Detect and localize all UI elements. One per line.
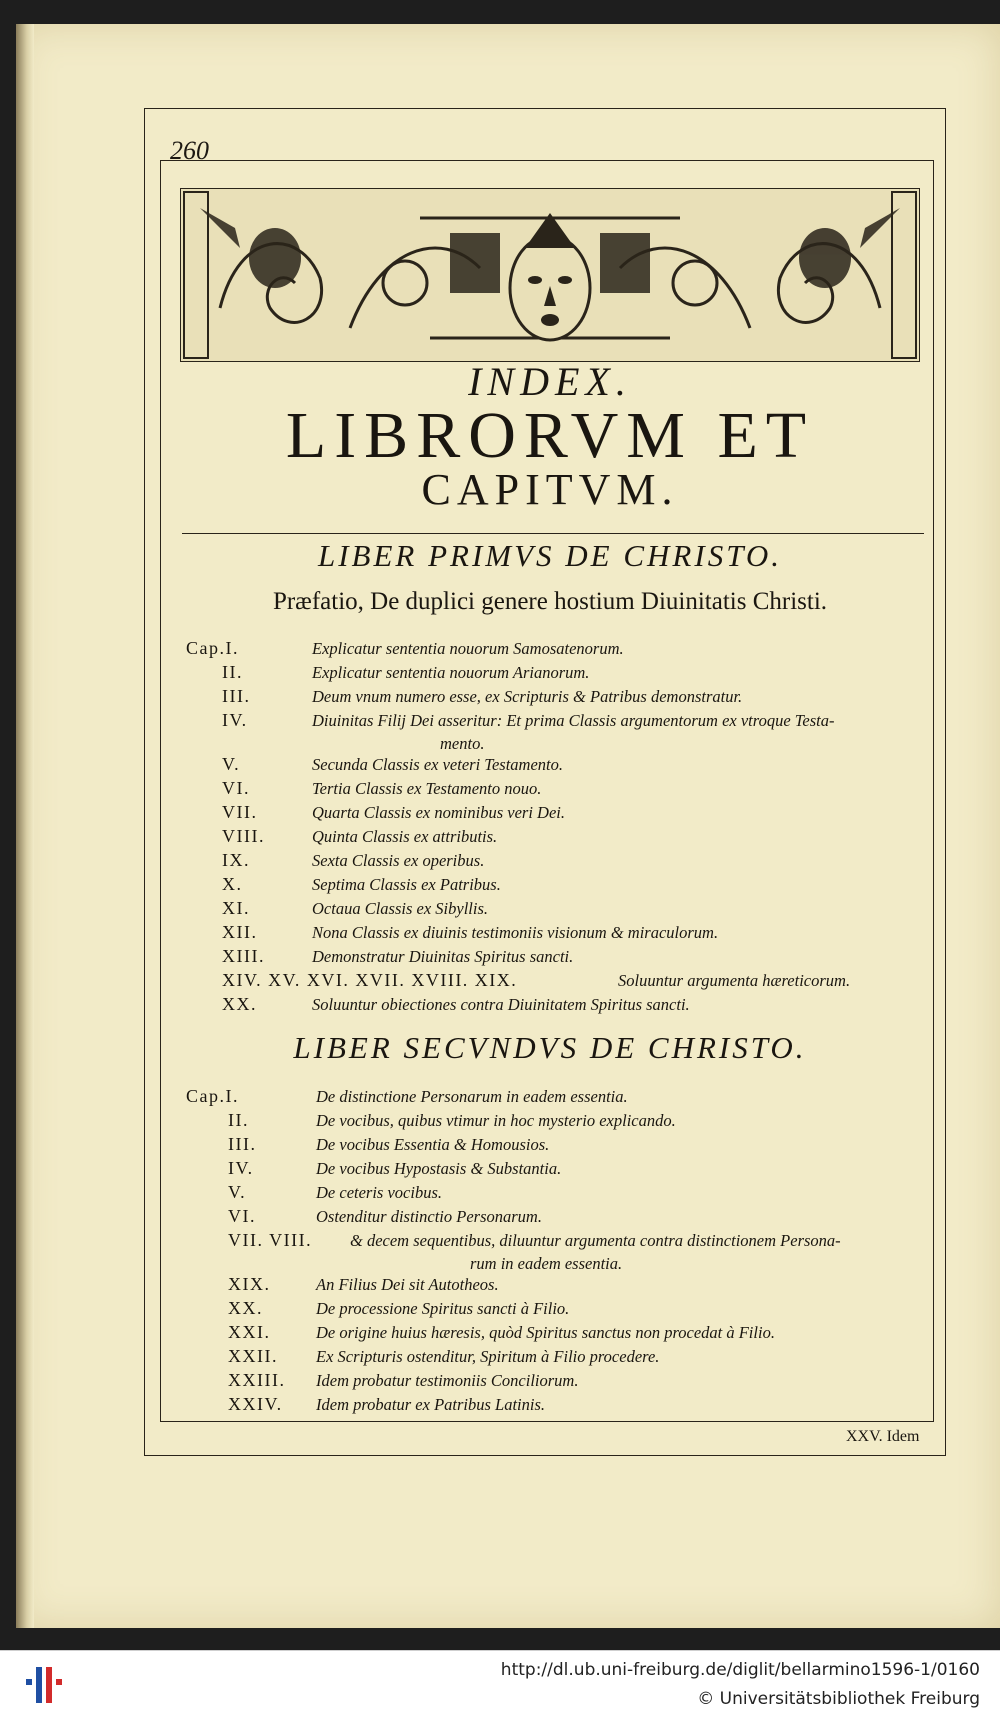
chapter-title: De vocibus, quibus vtimur in hoc mysterio explicando.: [316, 1111, 676, 1130]
chapter-row: [0, 1158, 1000, 1182]
title-line-1: LIBRORVM ET: [285, 399, 815, 472]
chapter-title: De processione Spiritus sancti à Filio.: [316, 1299, 570, 1318]
chapter-title: De origine huius hæresis, quòd Spiritus sanctus non procedat à Filio.: [316, 1323, 775, 1342]
chapter-number: III.: [228, 1134, 257, 1154]
permalink-url[interactable]: http://dl.ub.uni-freiburg.de/diglit/bellarmino1596-1/0160: [500, 1660, 980, 1680]
chapter-row: [0, 638, 1000, 662]
chapter-title: Diuinitas Filij Dei asseritur: Et prima Classis argumentorum ex vtroque Testa-: [312, 711, 835, 730]
chapter-number: XII.: [222, 922, 258, 942]
chapter-number: IX.: [222, 850, 250, 870]
chapter-title: Ex Scripturis ostenditur, Spiritum à Filio procedere.: [316, 1347, 660, 1366]
chapter-title: An Filius Dei sit Autotheos.: [316, 1275, 499, 1294]
chapter-row: [0, 778, 1000, 802]
page-number: 260: [170, 136, 209, 165]
chapter-row: [0, 1346, 1000, 1370]
chapter-row: [0, 946, 1000, 970]
chapter-number: VII. VIII.: [228, 1230, 313, 1250]
chapter-row: [0, 874, 1000, 898]
chapter-number: VI.: [222, 778, 250, 798]
chapter-title: Ostenditur distinctio Personarum.: [316, 1207, 542, 1226]
chapter-number: IV.: [222, 710, 248, 730]
chapter-number: XXIV.: [228, 1394, 283, 1414]
chapter-row: [0, 1298, 1000, 1322]
chapter-title: Quarta Classis ex nominibus veri Dei.: [312, 803, 565, 822]
chapter-row: [0, 922, 1000, 946]
chapter-number: II.: [222, 662, 243, 682]
title-line-2: CAPITVM.: [421, 465, 679, 514]
chapter-title: De vocibus Essentia & Homousios.: [316, 1135, 550, 1154]
chapter-title: Tertia Classis ex Testamento nouo.: [312, 779, 542, 798]
chapter-row: [0, 994, 1000, 1018]
chapter-title: Explicatur sententia nouorum Arianorum.: [312, 663, 590, 682]
book2-heading: LIBER SECVNDVS DE CHRISTO.: [293, 1030, 807, 1065]
chapter-title: Octaua Classis ex Sibyllis.: [312, 899, 488, 918]
chapter-number: XXIII.: [228, 1370, 286, 1390]
chapter-number: VIII.: [222, 826, 265, 846]
university-library-logo-icon[interactable]: [24, 1665, 66, 1705]
chapter-row: [0, 802, 1000, 826]
chapter-row: [0, 1370, 1000, 1394]
chapter-number: XX.: [228, 1298, 263, 1318]
index-label: INDEX.: [468, 359, 632, 404]
chapter-title: Secunda Classis ex veteri Testamento.: [312, 755, 563, 774]
title-rule: [182, 533, 924, 534]
chapter-number: IV.: [228, 1158, 254, 1178]
chapter-title-continuation: mento.: [440, 734, 485, 753]
chapter-number: III.: [222, 686, 251, 706]
chapter-number: XXI.: [228, 1322, 271, 1342]
chapter-title: De distinctione Personarum in eadem essentia.: [316, 1087, 628, 1106]
chapter-row: [0, 662, 1000, 686]
chapter-number: V.: [222, 754, 241, 774]
chapter-number: VII.: [222, 802, 258, 822]
chapter-row: [0, 1230, 1000, 1273]
chapter-row: [0, 898, 1000, 922]
chapter-row: [0, 1134, 1000, 1158]
headpiece-ornament: [180, 188, 920, 362]
chapter-row: [0, 1322, 1000, 1346]
chapter-title: Septima Classis ex Patribus.: [312, 875, 501, 894]
chapter-title: Soluuntur obiectiones contra Diuinitatem Spiritus sancti.: [312, 995, 690, 1014]
chapter-row: [0, 970, 1000, 994]
chapter-row: [0, 754, 1000, 778]
chapter-number: XX.: [222, 994, 257, 1014]
chapter-title: & decem sequentibus, diluuntur argumenta contra distinctionem Persona-: [350, 1231, 841, 1250]
chapter-number: X.: [222, 874, 243, 894]
book1-preface: Præfatio, De duplici genere hostium Diuinitatis Christi.: [272, 588, 828, 615]
chapter-number: Cap.I.: [186, 1086, 239, 1106]
chapter-title: Nona Classis ex diuinis testimoniis visionum & miraculorum.: [312, 923, 719, 942]
chapter-row: [0, 826, 1000, 850]
chapter-title: Demonstratur Diuinitas Spiritus sancti.: [312, 947, 574, 966]
chapter-title: Idem probatur testimoniis Conciliorum.: [316, 1371, 579, 1390]
chapter-row: [0, 710, 1000, 753]
viewer-footer: [0, 1650, 1000, 1718]
chapter-number: XIX.: [228, 1274, 271, 1294]
chapter-title: Soluuntur argumenta hæreticorum.: [618, 971, 851, 990]
chapter-title: De vocibus Hypostasis & Substantia.: [316, 1159, 562, 1178]
chapter-title: Idem probatur ex Patribus Latinis.: [316, 1395, 546, 1414]
chapter-number: Cap.I.: [186, 638, 239, 658]
chapter-number: VI.: [228, 1206, 256, 1226]
chapter-number: II.: [228, 1110, 249, 1130]
chapter-row: [0, 686, 1000, 710]
chapter-number: V.: [228, 1182, 247, 1202]
chapter-number: XXII.: [228, 1346, 278, 1366]
chapter-row: [0, 1110, 1000, 1134]
chapter-title: De ceteris vocibus.: [316, 1183, 442, 1202]
copyright-notice: © Universitätsbibliothek Freiburg: [697, 1689, 980, 1709]
chapter-number: XIII.: [222, 946, 265, 966]
chapter-number: XI.: [222, 898, 250, 918]
book1-heading: LIBER PRIMVS DE CHRISTO.: [317, 538, 783, 573]
chapter-number: XIV. XV. XVI. XVII. XVIII. XIX.: [222, 970, 518, 990]
chapter-row: [0, 1206, 1000, 1230]
catchword: XXV. Idem: [846, 1428, 920, 1445]
chapter-title: Quinta Classis ex attributis.: [312, 827, 498, 846]
chapter-row: [0, 850, 1000, 874]
chapter-row: [0, 1182, 1000, 1206]
chapter-row: [0, 1394, 1000, 1418]
chapter-title: Sexta Classis ex operibus.: [312, 851, 485, 870]
chapter-title-continuation: rum in eadem essentia.: [470, 1254, 623, 1273]
chapter-row: [0, 1274, 1000, 1298]
chapter-title: Deum vnum numero esse, ex Scripturis & Patribus demonstratur.: [312, 687, 743, 706]
chapter-title: Explicatur sententia nouorum Samosatenorum.: [312, 639, 624, 658]
chapter-row: [0, 1086, 1000, 1110]
